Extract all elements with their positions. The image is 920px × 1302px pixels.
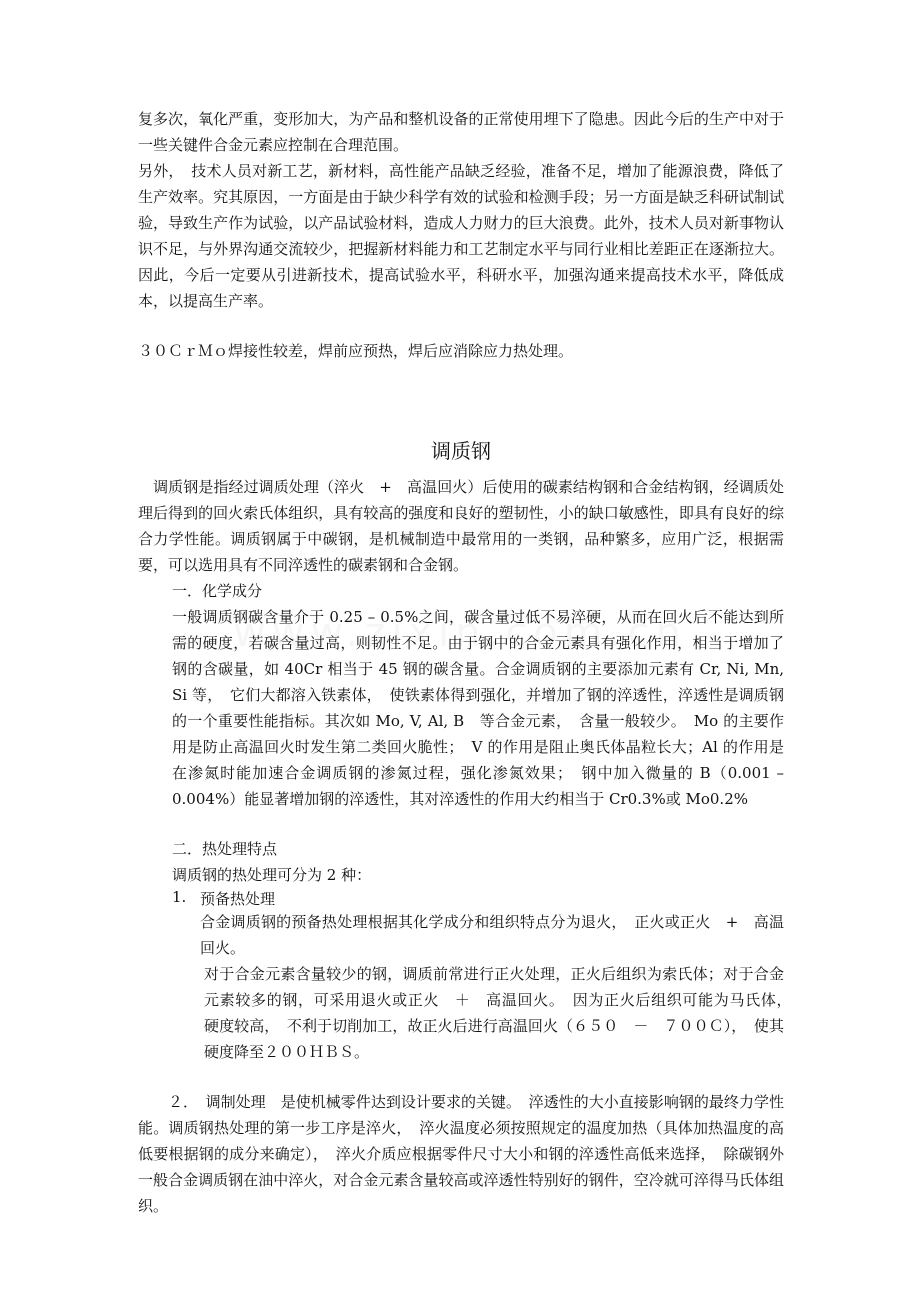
list-item-1-paragraph-1: 合金调质钢的预备热处理根据其化学成分和组织特点分为退火， 正火或正火 + 高温回火。 xyxy=(200,913,784,957)
spacer xyxy=(138,812,784,836)
section2-intro: 调质钢的热处理可分为 2 种： xyxy=(172,866,372,884)
spacer xyxy=(138,364,784,434)
intro-paragraph-2: 另外， 技术人员对新工艺，新材料，高性能产品缺乏经验，准备不足，增加了能源浪费，降低了生产效率。究其原因，一方面是由于缺少科学有效的试验和检测手段；另一方面是缺乏科研试制试验，导致生产作为试验，以产品试验材料，造成人力财力的巨大浪费。此外，技术人员对新事物认识不足，与外界沟通交流较少，把握新材料能力和工艺制定水平与同行业相比差距正在逐渐拉大。因此，今后一定要从引进新技术，提高试验水平，科研水平，加强沟通来提高技术水平，降低成本，以提高生产率。 xyxy=(138,162,784,310)
list-item-1 xyxy=(138,888,784,909)
list-item-title: 预备热处理 xyxy=(200,890,276,908)
section2-heading: 二．热处理特点 xyxy=(172,840,278,858)
section1-heading: 一．化学成分 xyxy=(172,582,263,600)
intro-paragraph-1: 复多次，氧化严重，变形加大，为产品和整机设备的正常使用埋下了隐患。因此今后的生产中对于一些关键件合金元素应控制在合理范围。 xyxy=(138,110,784,154)
list-item-1-paragraph-2: 对于合金元素含量较少的钢，调质前常进行正火处理，正火后组织为索氏体；对于合金元素较多的钢，可采用退火或正火 ＋ 高温回火。 因为正火后组织可能为马氏体， 硬度较高， 不利于切削加工，故正火后进行高温回火（６５０ － ７００Ｃ）， 使其硬度降至２００ＨＢＳ。 xyxy=(204,965,800,1061)
article-title: 调质钢 xyxy=(431,439,491,463)
section1-body: 一般调质钢碳含量介于 0.25 – 0.5%之间，碳含量过低不易淬硬，从而在回火后不能达到所需的硬度，若碳含量过高，则韧性不足。由于钢中的合金元素具有强化作用，相当于增加了钢的含碳量，如 40Cr 相当于 45 钢的碳含量。合金调质钢的主要添加元素有 Cr, Ni, Mn, Si 等， 它们大都溶入铁素体， 使铁素体得到强化，并增加了钢的淬透性，淬透性是调质钢的一个重要性能指标。其次如 Mo, V, Al, B 等合金元素， 含量一般较少。 Mo 的主要作用是防止高温回火时发生第二类回火脆性； V 的作用是阻止奥氏体晶粒长大；Al 的作用是在渗氮时能加速合金调质钢的渗氮过程，强化渗氮效果； 钢中加入微量的 B（0.001 – 0.004%）能显著增加钢的淬透性，其对淬透性的作用大约相当于 Cr0.3%或 Mo0.2% xyxy=(172,608,784,808)
document-page xyxy=(138,106,800,1219)
intro-paragraph-3: ３０ＣｒＭｏ焊接性较差，焊前应预热，焊后应消除应力热处理。 xyxy=(138,342,574,360)
list-number: 1. xyxy=(172,888,187,906)
spacer xyxy=(138,1065,784,1089)
spacer xyxy=(138,314,784,338)
list-item-2-paragraph: ２． 调制处理 是使机械零件达到设计要求的关键。 淬透性的大小直接影响钢的最终力学性能。调质钢热处理的第一步工序是淬火， 淬火温度必须按照规定的温度加热（具体加热温度的高低要根据钢的成分来确定）， 淬火介质应根据零件尺寸大小和钢的淬透性高低来选择， 除碳钢外一般合金调质钢在油中淬火，对合金元素含量较高或淬透性特别好的钢件，空冷就可淬得马氏体组织。 xyxy=(138,1093,784,1215)
article-lead-paragraph: 调质钢是指经过调质处理（淬火 + 高温回火）后使用的碳素结构钢和合金结构钢，经调质处理后得到的回火索氏体组织，具有较高的强度和良好的塑韧性，小的缺口敏感性，即具有良好的综合力学性能。调质钢属于中碳钢，是机械制造中最常用的一类钢，品种繁多，应用广泛，根据需要，可以选用具有不同淬透性的碳素钢和合金钢。 xyxy=(138,478,784,574)
